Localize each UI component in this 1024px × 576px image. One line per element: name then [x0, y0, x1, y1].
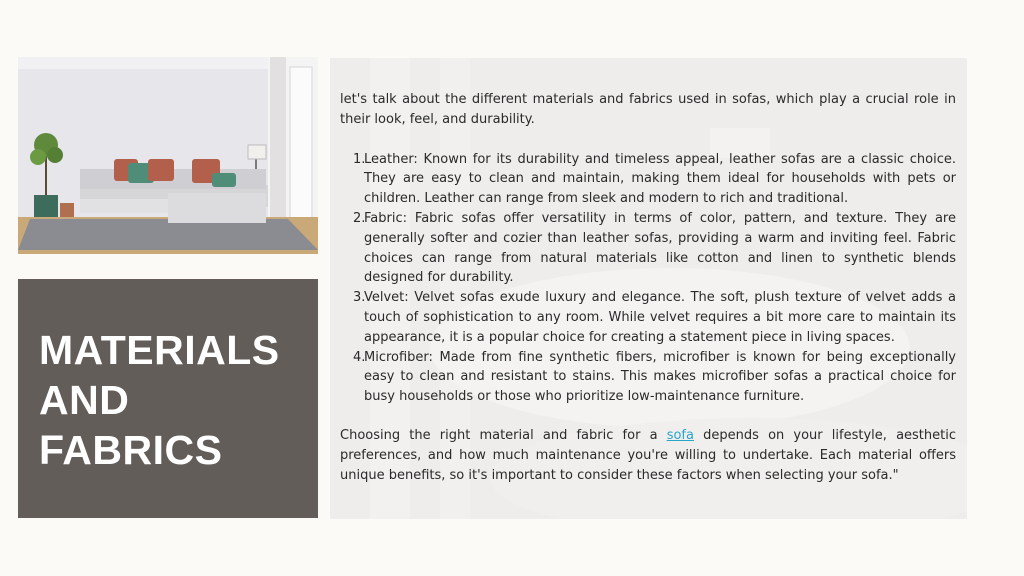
title-line: AND — [39, 377, 130, 423]
list-number: 1. — [353, 151, 366, 167]
list-item-text: Leather: Known for its durability and timeless appeal, leather sofas are a classic choice. They are easy to clean and maintain, making them ideal for households with pets or children. Leather can range from sleek and modern to rich and traditional. — [364, 151, 956, 207]
title-line: MATERIALS — [39, 327, 280, 373]
living-room-photo — [18, 57, 318, 254]
list-item — [340, 288, 956, 347]
content-panel — [330, 58, 967, 519]
list-item — [340, 348, 956, 407]
closing-text-end: depends on your lifestyle, aesthetic preferences, and how much maintenance you're willing to undertake. Each material offers unique benefits, so it's important to consider these factors when selecting your sofa." — [340, 427, 956, 483]
list-item-text: Fabric: Fabric sofas offer versatility in terms of color, pattern, and texture. They are generally softer and cozier than leather sofas, providing a warm and inviting feel. Fabric choices can range from natural materials like cotton and linen to synthetic blends designed for durability. — [364, 210, 956, 286]
list-item-text: Microfiber: Made from fine synthetic fibers, microfiber is known for being exceptionally easy to clean and resistant to stains. This makes microfiber sofas a practical choice for busy households or those who prioritize low-maintenance furniture. — [364, 349, 956, 405]
title-panel — [18, 279, 318, 518]
list-number: 2. — [353, 210, 366, 226]
list-number: 3. — [353, 290, 366, 306]
list-item — [340, 209, 956, 288]
list-item — [340, 150, 956, 209]
closing-paragraph — [340, 426, 956, 485]
materials-list — [340, 150, 956, 407]
title-line: FABRICS — [39, 427, 223, 473]
article-text — [340, 90, 956, 485]
intro-paragraph: let's talk about the different materials and fabrics used in sofas, which play a crucial role in their look, feel, and durability. — [340, 92, 956, 127]
list-item-text: Velvet: Velvet sofas exude luxury and elegance. The soft, plush texture of velvet adds a touch of sophistication to any room. While velvet requires a bit more care to maintain its appearance, it is a popular choice for creating a statement piece in living spaces. — [364, 290, 956, 345]
list-number: 4. — [353, 349, 366, 365]
closing-text-start: Choosing the right material and fabric for a — [340, 427, 667, 443]
page-title — [39, 325, 309, 475]
sofa-link[interactable]: sofa — [666, 427, 694, 443]
